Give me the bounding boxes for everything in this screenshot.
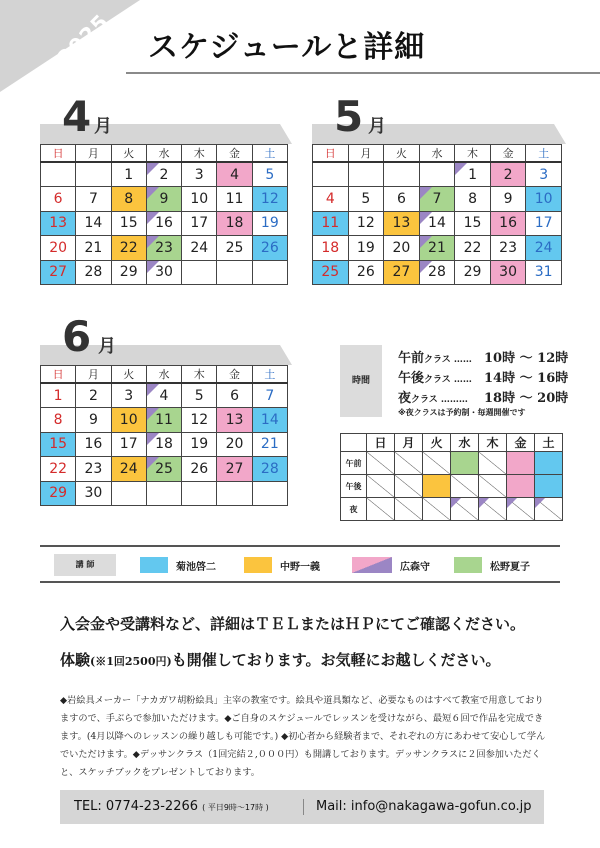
grid-cell (367, 452, 395, 475)
time-class-suffix: クラス …… (424, 375, 472, 385)
header-divider (126, 72, 600, 74)
day-cell[interactable]: 15 (455, 211, 491, 236)
grid-cell (367, 475, 395, 498)
day-cell[interactable]: 21 (76, 236, 111, 261)
legend-swatch (140, 557, 168, 573)
day-cell[interactable]: 4 (217, 162, 252, 187)
day-cell[interactable]: 23 (76, 457, 111, 482)
day-cell[interactable]: 20 (217, 432, 252, 457)
empty-day-cell (41, 162, 76, 187)
day-cell[interactable]: 19 (182, 432, 217, 457)
grid-cell (507, 452, 535, 475)
week-row (41, 211, 288, 236)
trial-word: 体験 (60, 651, 91, 669)
june-month-number: 6 (62, 312, 92, 361)
day-cell[interactable]: 27 (384, 260, 420, 285)
day-cell[interactable]: 11 (217, 187, 252, 212)
day-cell[interactable]: 16 (76, 432, 111, 457)
time-range: 10時 ～ 12時 (484, 351, 569, 366)
day-cell[interactable]: 1 (41, 383, 76, 408)
day-cell[interactable]: 11 (146, 408, 181, 433)
day-cell[interactable]: 18 (146, 432, 181, 457)
day-cell[interactable]: 19 (348, 236, 384, 261)
day-cell[interactable]: 1 (455, 162, 491, 187)
weekday-cell: 金 (490, 145, 526, 163)
weekday-cell: 土 (252, 145, 287, 163)
day-cell[interactable]: 11 (313, 211, 349, 236)
weekday-cell: 木 (182, 145, 217, 163)
grid-weekday: 木 (479, 434, 507, 452)
june-calendar (40, 365, 288, 506)
day-cell[interactable]: 17 (111, 432, 146, 457)
weekday-cell: 火 (111, 366, 146, 384)
day-cell[interactable]: 13 (41, 211, 76, 236)
grid-cell (479, 475, 507, 498)
day-cell[interactable]: 12 (182, 408, 217, 433)
grid-weekday: 日 (367, 434, 395, 452)
weekday-cell: 月 (348, 145, 384, 163)
day-cell[interactable]: 14 (252, 408, 287, 433)
day-cell[interactable]: 5 (182, 383, 217, 408)
grid-cell (423, 452, 451, 475)
footer-separator (303, 799, 304, 815)
day-cell[interactable]: 24 (526, 236, 562, 261)
day-cell[interactable]: 29 (455, 260, 491, 285)
day-cell[interactable]: 29 (111, 260, 146, 285)
grid-cell (451, 452, 479, 475)
day-cell[interactable]: 6 (41, 187, 76, 212)
weekday-cell: 火 (384, 145, 420, 163)
empty-day-cell (146, 481, 181, 506)
day-cell[interactable]: 6 (384, 187, 420, 212)
day-cell[interactable]: 21 (252, 432, 287, 457)
day-cell[interactable]: 12 (348, 211, 384, 236)
grid-cell (479, 452, 507, 475)
april-month-label: 月 (94, 116, 112, 137)
grid-cell (395, 475, 423, 498)
grid-cell (423, 498, 451, 521)
weekday-cell: 土 (526, 145, 562, 163)
day-cell[interactable]: 8 (111, 187, 146, 212)
grid-cell (395, 452, 423, 475)
day-cell[interactable]: 27 (217, 457, 252, 482)
week-row (313, 162, 562, 187)
week-row (313, 236, 562, 261)
day-cell[interactable]: 25 (146, 457, 181, 482)
day-cell[interactable]: 3 (182, 162, 217, 187)
time-range: 14時 ～ 16時 (484, 371, 569, 386)
day-cell[interactable]: 13 (217, 408, 252, 433)
day-cell[interactable]: 8 (41, 408, 76, 433)
evening-note: ※夜クラスは予約制・毎週開催です (398, 408, 526, 417)
week-row (41, 481, 288, 506)
grid-weekday: 水 (451, 434, 479, 452)
legend-name: 広森守 (400, 561, 430, 573)
day-cell[interactable]: 4 (146, 383, 181, 408)
weekday-cell: 金 (217, 366, 252, 384)
day-cell[interactable]: 26 (252, 236, 287, 261)
day-cell[interactable]: 9 (76, 408, 111, 433)
time-label-box (340, 345, 382, 417)
day-cell[interactable]: 4 (313, 187, 349, 212)
contact-footer (60, 790, 544, 824)
week-row (41, 187, 288, 212)
grid-cell (507, 498, 535, 521)
time-label: 時間 (351, 376, 370, 386)
grid-cell (451, 498, 479, 521)
legend-swatch (454, 557, 482, 573)
grid-weekday: 土 (535, 434, 563, 452)
weekday-cell: 日 (313, 145, 349, 163)
day-cell[interactable]: 5 (348, 187, 384, 212)
day-cell[interactable]: 14 (419, 211, 455, 236)
day-cell[interactable]: 14 (76, 211, 111, 236)
day-cell[interactable]: 20 (384, 236, 420, 261)
april-calendar (40, 144, 288, 285)
week-row (41, 383, 288, 408)
empty-day-cell (182, 481, 217, 506)
day-cell[interactable]: 25 (217, 236, 252, 261)
day-cell[interactable]: 10 (182, 187, 217, 212)
phone[interactable] (74, 799, 269, 814)
day-cell[interactable]: 22 (41, 457, 76, 482)
day-cell[interactable]: 25 (313, 260, 349, 285)
weekday-cell: 金 (217, 145, 252, 163)
grid-row (341, 498, 563, 521)
day-cell[interactable]: 13 (384, 211, 420, 236)
time-row-afternoon (398, 367, 568, 386)
grid-cell (535, 498, 563, 521)
legend-name: 中野一義 (280, 561, 320, 573)
may-month-label: 月 (368, 116, 386, 137)
weekday-row (41, 366, 288, 384)
day-cell[interactable]: 24 (182, 236, 217, 261)
weekday-row (41, 145, 288, 163)
week-row (313, 211, 562, 236)
weekday-cell: 水 (419, 145, 455, 163)
weekday-cell: 木 (182, 366, 217, 384)
legend-item-kikuchi (140, 556, 216, 574)
grid-cell (507, 475, 535, 498)
day-cell[interactable]: 3 (526, 162, 562, 187)
empty-day-cell (313, 162, 349, 187)
phone-hours: ( 平日9時～17時 ) (202, 803, 269, 812)
day-cell[interactable]: 30 (146, 260, 181, 285)
day-cell[interactable]: 23 (490, 236, 526, 261)
grid-cell (451, 475, 479, 498)
day-cell[interactable]: 15 (111, 211, 146, 236)
day-cell[interactable]: 10 (526, 187, 562, 212)
day-cell[interactable]: 27 (41, 260, 76, 285)
day-cell[interactable]: 24 (111, 457, 146, 482)
grid-corner (341, 434, 367, 452)
empty-day-cell (217, 481, 252, 506)
day-cell[interactable]: 18 (217, 211, 252, 236)
day-cell[interactable]: 20 (41, 236, 76, 261)
day-cell[interactable]: 30 (76, 481, 111, 506)
weekday-cell: 月 (76, 145, 111, 163)
time-class-suffix: クラス ……… (411, 395, 468, 405)
week-row (41, 457, 288, 482)
weekday-cell: 水 (146, 366, 181, 384)
day-cell[interactable]: 15 (41, 432, 76, 457)
day-cell[interactable]: 5 (252, 162, 287, 187)
day-cell[interactable]: 16 (490, 211, 526, 236)
grid-cell (535, 475, 563, 498)
day-cell[interactable]: 21 (419, 236, 455, 261)
weekly-schedule-grid (340, 433, 563, 521)
year-label: 2025 (52, 9, 114, 71)
legend-item-matsuno (454, 556, 530, 574)
day-cell[interactable]: 18 (313, 236, 349, 261)
grid-row-label: 午前 (341, 452, 367, 475)
day-cell[interactable]: 17 (526, 211, 562, 236)
time-class-name: 午前 (398, 351, 425, 366)
grid-weekday: 火 (423, 434, 451, 452)
grid-weekday: 月 (395, 434, 423, 452)
may-calendar (312, 144, 562, 285)
legend-swatch (244, 557, 272, 573)
week-row (41, 236, 288, 261)
legend-swatch (352, 557, 392, 573)
weekday-cell: 木 (455, 145, 491, 163)
grid-cell (479, 498, 507, 521)
time-class-suffix: クラス …… (424, 355, 472, 365)
day-cell[interactable]: 23 (146, 236, 181, 261)
week-row (313, 187, 562, 212)
week-row (41, 162, 288, 187)
day-cell[interactable]: 19 (252, 211, 287, 236)
legend-name: 菊池啓二 (176, 561, 216, 573)
grid-row (341, 452, 563, 475)
empty-day-cell (76, 162, 111, 187)
info-headline: 入会金や受講料など、詳細はＴＥＬまたはＨＰにてご確認ください。 (60, 615, 526, 633)
day-cell[interactable]: 17 (182, 211, 217, 236)
day-cell[interactable]: 28 (419, 260, 455, 285)
instructor-legend (40, 545, 560, 583)
weekday-cell: 水 (146, 145, 181, 163)
empty-day-cell (182, 260, 217, 285)
may-month-number: 5 (334, 92, 364, 141)
day-cell[interactable]: 26 (348, 260, 384, 285)
weekday-cell: 月 (76, 366, 111, 384)
empty-day-cell (111, 481, 146, 506)
grid-row (341, 475, 563, 498)
day-cell[interactable]: 7 (419, 187, 455, 212)
trial-price: (※1回2500円) (90, 655, 172, 668)
day-cell[interactable]: 2 (146, 162, 181, 187)
empty-day-cell (348, 162, 384, 187)
empty-day-cell (252, 260, 287, 285)
day-cell[interactable]: 9 (490, 187, 526, 212)
day-cell[interactable]: 1 (111, 162, 146, 187)
day-cell[interactable]: 7 (252, 383, 287, 408)
week-row (313, 260, 562, 285)
grid-cell (535, 452, 563, 475)
time-range: 18時 ～ 20時 (484, 391, 569, 406)
legend-item-nakano (244, 556, 320, 574)
day-cell[interactable]: 2 (76, 383, 111, 408)
empty-day-cell (217, 260, 252, 285)
empty-day-cell (419, 162, 455, 187)
day-cell[interactable]: 22 (455, 236, 491, 261)
legend-label: 講 師 (54, 554, 116, 576)
week-row (41, 408, 288, 433)
grid-weekday: 金 (507, 434, 535, 452)
grid-header-row (341, 434, 563, 452)
grid-row-label: 夜 (341, 498, 367, 521)
grid-cell (423, 475, 451, 498)
grid-row-label: 午後 (341, 475, 367, 498)
trial-message: も開催しております。お気軽にお越しください。 (171, 651, 501, 669)
day-cell[interactable]: 10 (111, 408, 146, 433)
time-class-name: 夜 (398, 391, 412, 406)
day-cell[interactable]: 28 (252, 457, 287, 482)
time-class-name: 午後 (398, 371, 425, 386)
april-month-number: 4 (62, 92, 92, 141)
phone-number[interactable]: TEL: 0774-23-2266 (74, 799, 199, 814)
time-row-evening (398, 387, 568, 406)
weekday-cell: 火 (111, 145, 146, 163)
day-cell[interactable]: 26 (182, 457, 217, 482)
day-cell[interactable]: 7 (76, 187, 111, 212)
email-link[interactable]: Mail: info@nakagawa-gofun.co.jp (316, 799, 532, 814)
trial-headline (60, 649, 501, 670)
page-title: スケジュールと詳細 (148, 30, 426, 65)
day-cell[interactable]: 8 (455, 187, 491, 212)
weekday-cell: 日 (41, 145, 76, 163)
day-cell[interactable]: 2 (490, 162, 526, 187)
grid-cell (395, 498, 423, 521)
weekday-row (313, 145, 562, 163)
day-cell[interactable]: 9 (146, 187, 181, 212)
grid-cell (367, 498, 395, 521)
description-paragraph: ◆岩絵具メーカー「ナカガワ胡粉絵具」主宰の教室です。絵具や道具類など、必要なものはすべて教室で用意しておりますので、手ぶらで参加いただけます。◆ご自身のスケジュールでレッスンを受けながら、最短６回で作品を完成できます。(4月以降へのレッスンの繰り越しも可能です。) ◆初心者から経験者まで、それぞれの方にあわせて安心して学んでいただけます。◆デッサンクラス（1回完結２,０００円）も開講しております。デッサンクラスに２回参加いただくと、スケッチブックをプレゼントしております。 (60, 695, 546, 778)
legend-name: 松野夏子 (490, 561, 530, 573)
day-cell[interactable]: 12 (252, 187, 287, 212)
day-cell[interactable]: 6 (217, 383, 252, 408)
day-cell[interactable]: 28 (76, 260, 111, 285)
day-cell[interactable]: 31 (526, 260, 562, 285)
day-cell[interactable]: 16 (146, 211, 181, 236)
weekday-cell: 土 (252, 366, 287, 384)
empty-day-cell (252, 481, 287, 506)
june-month-label: 月 (98, 336, 116, 357)
week-row (41, 432, 288, 457)
weekday-cell: 日 (41, 366, 76, 384)
legend-item-hiromori (352, 556, 430, 574)
day-cell[interactable]: 22 (111, 236, 146, 261)
week-row (41, 260, 288, 285)
day-cell[interactable]: 3 (111, 383, 146, 408)
day-cell[interactable]: 30 (490, 260, 526, 285)
time-row-morning (398, 347, 568, 366)
day-cell[interactable]: 29 (41, 481, 76, 506)
empty-day-cell (384, 162, 420, 187)
